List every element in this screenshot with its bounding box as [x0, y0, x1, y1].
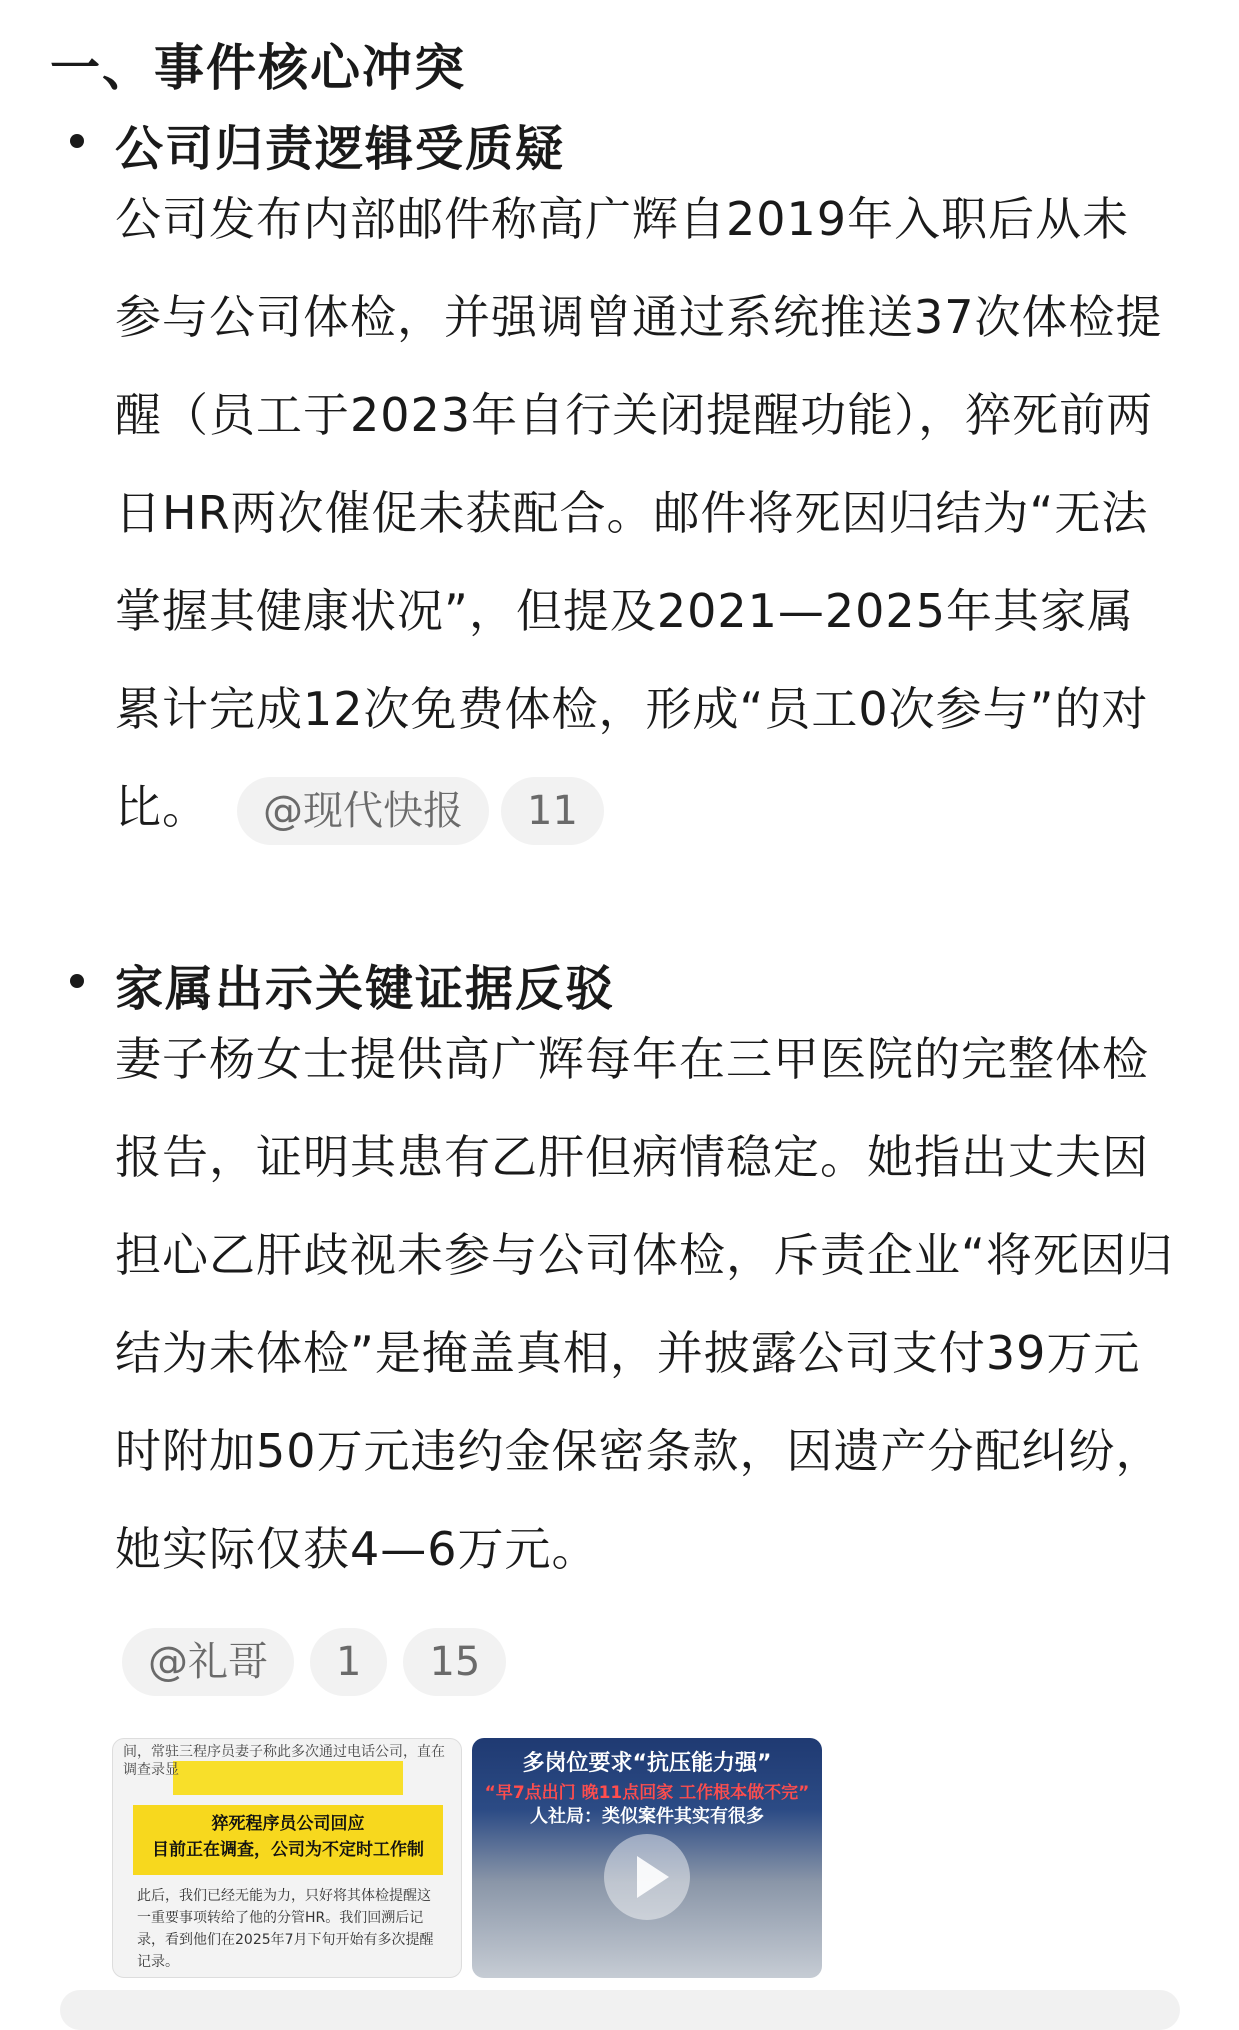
thumb-body-text: 此后，我们已经无能为力，只好将其体检提醒这一重要事项转给了他的分管HR。我们回溯后记录，看到他们在2025年7月下旬开始有多次提醒记录。	[137, 1888, 434, 1970]
image-thumbnail[interactable]	[112, 1738, 462, 1978]
thumb-subtitle: “早7点出门 晚11点回家 工作根本做不完”	[484, 1783, 810, 1803]
thumb-caption: 间，常驻三程序员妻子称此多次通过电话公司，直在调查录显	[123, 1744, 445, 1778]
item-paragraph: 妻子杨女士提供高广辉每年在三甲医院的完整体检报告，证明其患有乙肝但病情稳定。她指出丈夫因担心乙肝歧视未参与公司体检，斥责企业“将死因归结为未体检”是掩盖真相，并披露公司支付39万元时附加50万元违约金保密条款，因遗产分配纠纷，她实际仅获4—6万元。	[115, 1032, 1174, 1576]
item-heading: 公司归责逻辑受质疑	[115, 121, 566, 177]
count-chip[interactable]: 1	[310, 1628, 387, 1696]
item-paragraph	[115, 170, 1175, 856]
item-paragraph-text: 公司发布内部邮件称高广辉自2019年入职后从未参与公司体检，并强调曾通过系统推送37次体检提醒（员工于2023年自行关闭提醒功能），猝死前两日HR两次催促未获配合。邮件将死因归结为“无法掌握其健康状况”，但提及2021—2025年其家属累计完成12次免费体检，形成“员工0次参与”的对比。	[115, 192, 1163, 834]
count-chip[interactable]: 11	[501, 777, 604, 845]
bottom-input-bar[interactable]	[60, 1990, 1180, 2030]
thumb-headline	[133, 1805, 443, 1875]
play-icon[interactable]	[604, 1834, 690, 1920]
section-title: 一、事件核心冲突	[50, 39, 466, 97]
item-heading: 家属出示关键证据反驳	[115, 961, 616, 1017]
thumb-subtitle: 人社局：类似案件其实有很多	[530, 1806, 764, 1827]
thumb-title: 多岗位要求“抗压能力强”	[522, 1751, 772, 1776]
bullet-dot-icon	[70, 134, 84, 148]
source-chip[interactable]: @现代快报	[237, 777, 489, 845]
video-thumbnail[interactable]	[472, 1738, 822, 1978]
thumb-headline-line: 猝死程序员公司回应	[211, 1814, 365, 1834]
bullet-dot-icon	[70, 974, 84, 988]
count-chip[interactable]: 15	[403, 1628, 506, 1696]
thumb-headline-line: 目前正在调查，公司为不定时工作制	[152, 1840, 424, 1860]
source-chip[interactable]: @礼哥	[122, 1628, 294, 1696]
source-chip-row	[122, 1628, 522, 1698]
